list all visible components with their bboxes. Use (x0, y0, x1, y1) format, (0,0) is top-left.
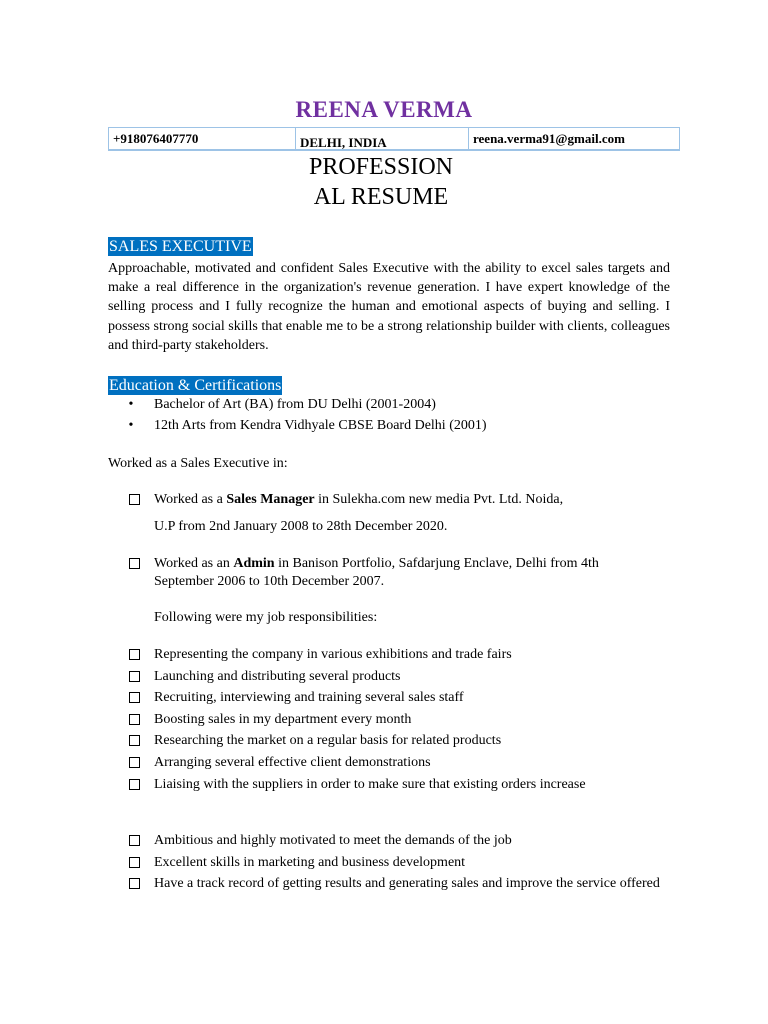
list-item: Have a track record of getting results and generating sales and improve the service offered (129, 873, 664, 893)
contact-table (108, 127, 680, 151)
list-item: Recruiting, interviewing and training several sales staff (129, 687, 664, 709)
education-item (108, 415, 487, 436)
education-item (108, 394, 487, 415)
checkbox-bullet-icon (129, 757, 140, 768)
checkbox-bullet-icon (129, 779, 140, 790)
checkbox-bullet-icon (129, 714, 140, 725)
job-entry-2 (129, 555, 644, 591)
bullet-dot-icon: • (128, 418, 134, 433)
checkbox-bullet-icon (129, 649, 140, 660)
education-heading: Education & Certifications (109, 377, 282, 394)
education-item-text: 12th Arts from Kendra Vidhyale CBSE Board Delhi (2001) (154, 418, 487, 433)
list-item: Arranging several effective client demonstrations (129, 752, 664, 774)
list-item: Boosting sales in my department every month (129, 709, 664, 731)
education-list (108, 394, 487, 436)
job-1-dates: U.P from 2nd January 2008 to 28th December 2020. (154, 519, 448, 534)
list-item: Launching and distributing several products (129, 666, 664, 688)
summary-paragraph: Approachable, motivated and confident Sales Executive with the ability to excel sales targets and make a real difference in the organization's revenue generation. I have expert knowledge of the selling process and I fully recognize the human and emotional aspects of buying and selling. I possess strong social skills that enable me to be a strong relationship builder with clients, colleagues and third-party stakeholders. (108, 261, 670, 353)
list-item: Researching the market on a regular basis for related products (129, 730, 664, 752)
education-item-text: Bachelor of Art (BA) from DU Delhi (2001-2004) (154, 397, 436, 412)
checkbox-bullet-icon (129, 878, 140, 889)
job-2-role: Admin (233, 556, 275, 571)
email-address: reena.verma91@gmail.com (473, 131, 625, 146)
document-title-line-2: AL RESUME (313, 184, 449, 210)
responsibilities-intro: Following were my job responsibilities: (154, 610, 378, 625)
skills-list (129, 830, 664, 893)
job-2-text: Worked as an Admin in Banison Portfolio, Safdarjung Enclave, Delhi from 4th September 2006 to 10th December 2007. (154, 556, 599, 589)
bullet-dot-icon: • (128, 397, 134, 412)
checkbox-bullet-icon (129, 735, 140, 746)
job-1-text: Worked as a Sales Manager in Sulekha.com new media Pvt. Ltd. Noida, (154, 492, 564, 507)
checkbox-bullet-icon (129, 835, 140, 846)
checkbox-bullet-icon (129, 494, 140, 505)
responsibilities-list (129, 644, 664, 795)
sales-executive-heading: SALES EXECUTIVE (109, 238, 252, 255)
list-item: Liaising with the suppliers in order to make sure that existing orders increase (129, 774, 664, 796)
job-entry-1 (129, 491, 664, 509)
list-item: Representing the company in various exhibitions and trade fairs (129, 644, 664, 666)
document-title (288, 152, 474, 212)
document-title-line-1: PROFESSION (308, 154, 454, 180)
list-item: Ambitious and highly motivated to meet the demands of the job (129, 830, 664, 852)
checkbox-bullet-icon (129, 692, 140, 703)
candidate-name: REENA VERMA (295, 97, 473, 122)
checkbox-bullet-icon (129, 857, 140, 868)
job-1-role: Sales Manager (226, 492, 315, 507)
checkbox-bullet-icon (129, 671, 140, 682)
checkbox-bullet-icon (129, 558, 140, 569)
location: DELHI, INDIA (296, 128, 469, 149)
experience-intro: Worked as a Sales Executive in: (108, 456, 288, 471)
list-item: Excellent skills in marketing and business development (129, 852, 664, 874)
phone-number: +918076407770 (109, 128, 296, 149)
